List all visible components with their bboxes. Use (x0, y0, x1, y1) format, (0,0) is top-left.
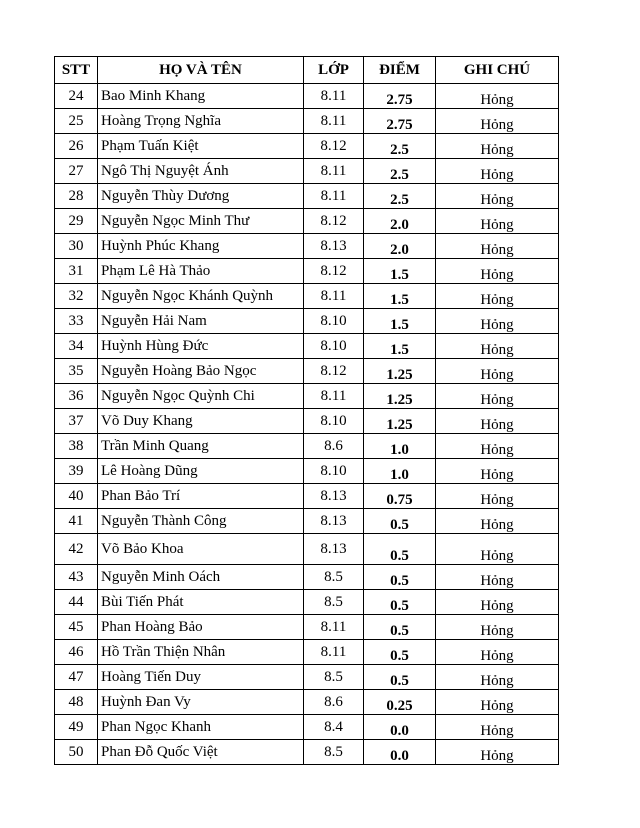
cell-note: Hỏng (436, 134, 559, 159)
table-row (55, 284, 559, 309)
cell-name: Phạm Tuấn Kiệt (98, 134, 304, 159)
cell-score: 1.5 (364, 284, 436, 309)
cell-stt: 25 (55, 109, 98, 134)
cell-score: 2.75 (364, 109, 436, 134)
cell-note: Hỏng (436, 84, 559, 109)
cell-note: Hỏng (436, 484, 559, 509)
cell-score: 1.25 (364, 409, 436, 434)
cell-score: 0.0 (364, 715, 436, 740)
header-stt: STT (55, 57, 98, 84)
cell-stt: 37 (55, 409, 98, 434)
cell-note: Hỏng (436, 184, 559, 209)
cell-class: 8.11 (304, 109, 364, 134)
table-row (55, 534, 559, 565)
cell-score: 2.75 (364, 84, 436, 109)
cell-stt: 36 (55, 384, 98, 409)
cell-name: Phan Bảo Trí (98, 484, 304, 509)
cell-stt: 46 (55, 640, 98, 665)
header-note: GHI CHÚ (436, 57, 559, 84)
cell-name: Bao Minh Khang (98, 84, 304, 109)
cell-score: 0.25 (364, 690, 436, 715)
table-row (55, 359, 559, 384)
cell-class: 8.6 (304, 434, 364, 459)
cell-score: 0.5 (364, 534, 436, 565)
cell-note: Hỏng (436, 359, 559, 384)
cell-stt: 28 (55, 184, 98, 209)
cell-score: 0.0 (364, 740, 436, 765)
cell-class: 8.5 (304, 565, 364, 590)
cell-note: Hỏng (436, 640, 559, 665)
cell-name: Huỳnh Phúc Khang (98, 234, 304, 259)
table-row (55, 640, 559, 665)
table-row (55, 715, 559, 740)
cell-stt: 45 (55, 615, 98, 640)
cell-stt: 42 (55, 534, 98, 565)
cell-stt: 47 (55, 665, 98, 690)
cell-class: 8.12 (304, 359, 364, 384)
cell-name: Nguyễn Minh Oách (98, 565, 304, 590)
cell-class: 8.11 (304, 384, 364, 409)
cell-class: 8.12 (304, 259, 364, 284)
header-score: ĐIỂM (364, 57, 436, 84)
cell-stt: 24 (55, 84, 98, 109)
table-row (55, 84, 559, 109)
cell-class: 8.11 (304, 184, 364, 209)
cell-class: 8.10 (304, 334, 364, 359)
cell-note: Hỏng (436, 209, 559, 234)
cell-name: Nguyễn Hoàng Bảo Ngọc (98, 359, 304, 384)
cell-score: 1.5 (364, 334, 436, 359)
cell-name: Phan Ngọc Khanh (98, 715, 304, 740)
cell-name: Nguyễn Ngọc Khánh Quỳnh (98, 284, 304, 309)
cell-class: 8.13 (304, 509, 364, 534)
cell-class: 8.12 (304, 134, 364, 159)
cell-stt: 34 (55, 334, 98, 359)
cell-stt: 31 (55, 259, 98, 284)
table-row (55, 409, 559, 434)
cell-stt: 29 (55, 209, 98, 234)
table-row (55, 309, 559, 334)
cell-score: 1.5 (364, 259, 436, 284)
cell-class: 8.11 (304, 640, 364, 665)
cell-stt: 43 (55, 565, 98, 590)
cell-name: Huỳnh Đan Vy (98, 690, 304, 715)
cell-note: Hỏng (436, 234, 559, 259)
cell-name: Nguyễn Ngọc Quỳnh Chi (98, 384, 304, 409)
cell-score: 1.25 (364, 359, 436, 384)
cell-name: Nguyễn Hải Nam (98, 309, 304, 334)
cell-note: Hỏng (436, 334, 559, 359)
cell-stt: 48 (55, 690, 98, 715)
cell-note: Hỏng (436, 434, 559, 459)
cell-name: Võ Bảo Khoa (98, 534, 304, 565)
cell-name: Huỳnh Hùng Đức (98, 334, 304, 359)
table-row (55, 209, 559, 234)
cell-name: Phạm Lê Hà Thảo (98, 259, 304, 284)
cell-name: Nguyễn Thành Công (98, 509, 304, 534)
cell-note: Hỏng (436, 284, 559, 309)
cell-stt: 26 (55, 134, 98, 159)
cell-note: Hỏng (436, 615, 559, 640)
table-row (55, 740, 559, 765)
cell-note: Hỏng (436, 690, 559, 715)
cell-note: Hỏng (436, 109, 559, 134)
cell-class: 8.4 (304, 715, 364, 740)
cell-stt: 41 (55, 509, 98, 534)
cell-score: 0.5 (364, 665, 436, 690)
header-name: HỌ VÀ TÊN (98, 57, 304, 84)
cell-stt: 39 (55, 459, 98, 484)
cell-stt: 49 (55, 715, 98, 740)
cell-score: 2.5 (364, 134, 436, 159)
cell-note: Hỏng (436, 740, 559, 765)
cell-note: Hỏng (436, 590, 559, 615)
header-row (55, 57, 559, 84)
table-row (55, 484, 559, 509)
cell-class: 8.5 (304, 740, 364, 765)
grade-table (54, 56, 559, 765)
table-row (55, 259, 559, 284)
cell-score: 1.0 (364, 434, 436, 459)
cell-name: Phan Hoàng Bảo (98, 615, 304, 640)
cell-class: 8.10 (304, 459, 364, 484)
cell-class: 8.13 (304, 484, 364, 509)
table-row (55, 615, 559, 640)
cell-class: 8.10 (304, 309, 364, 334)
cell-stt: 27 (55, 159, 98, 184)
cell-class: 8.10 (304, 409, 364, 434)
cell-note: Hỏng (436, 665, 559, 690)
cell-note: Hỏng (436, 509, 559, 534)
cell-score: 1.5 (364, 309, 436, 334)
table-row (55, 109, 559, 134)
cell-stt: 33 (55, 309, 98, 334)
cell-name: Trần Minh Quang (98, 434, 304, 459)
cell-class: 8.6 (304, 690, 364, 715)
cell-score: 0.5 (364, 509, 436, 534)
cell-name: Bùi Tiến Phát (98, 590, 304, 615)
cell-class: 8.11 (304, 615, 364, 640)
cell-class: 8.11 (304, 284, 364, 309)
cell-stt: 40 (55, 484, 98, 509)
cell-name: Võ Duy Khang (98, 409, 304, 434)
cell-class: 8.11 (304, 159, 364, 184)
cell-score: 0.5 (364, 640, 436, 665)
table-row (55, 690, 559, 715)
cell-score: 0.5 (364, 565, 436, 590)
cell-name: Phan Đỗ Quốc Việt (98, 740, 304, 765)
cell-score: 2.0 (364, 209, 436, 234)
table-row (55, 384, 559, 409)
cell-name: Nguyễn Ngọc Minh Thư (98, 209, 304, 234)
cell-name: Nguyễn Thùy Dương (98, 184, 304, 209)
cell-score: 1.0 (364, 459, 436, 484)
table-row (55, 234, 559, 259)
table-row (55, 334, 559, 359)
table-row (55, 459, 559, 484)
cell-class: 8.11 (304, 84, 364, 109)
cell-note: Hỏng (436, 409, 559, 434)
cell-score: 0.75 (364, 484, 436, 509)
cell-note: Hỏng (436, 459, 559, 484)
cell-stt: 50 (55, 740, 98, 765)
cell-score: 2.5 (364, 184, 436, 209)
cell-score: 2.5 (364, 159, 436, 184)
cell-note: Hỏng (436, 565, 559, 590)
cell-stt: 30 (55, 234, 98, 259)
cell-class: 8.12 (304, 209, 364, 234)
table-row (55, 590, 559, 615)
cell-score: 2.0 (364, 234, 436, 259)
cell-class: 8.5 (304, 665, 364, 690)
cell-stt: 38 (55, 434, 98, 459)
table-row (55, 134, 559, 159)
cell-class: 8.13 (304, 534, 364, 565)
header-class: LỚP (304, 57, 364, 84)
cell-stt: 44 (55, 590, 98, 615)
cell-class: 8.13 (304, 234, 364, 259)
table-row (55, 159, 559, 184)
table-row (55, 434, 559, 459)
cell-note: Hỏng (436, 159, 559, 184)
table-row (55, 665, 559, 690)
cell-note: Hỏng (436, 309, 559, 334)
cell-stt: 35 (55, 359, 98, 384)
cell-name: Lê Hoàng Dũng (98, 459, 304, 484)
cell-name: Hoàng Tiến Duy (98, 665, 304, 690)
cell-name: Hoàng Trọng Nghĩa (98, 109, 304, 134)
cell-name: Ngô Thị Nguyệt Ánh (98, 159, 304, 184)
cell-score: 1.25 (364, 384, 436, 409)
cell-score: 0.5 (364, 615, 436, 640)
cell-note: Hỏng (436, 384, 559, 409)
cell-stt: 32 (55, 284, 98, 309)
table-row (55, 509, 559, 534)
table-row (55, 565, 559, 590)
cell-note: Hỏng (436, 534, 559, 565)
cell-note: Hỏng (436, 715, 559, 740)
table-row (55, 184, 559, 209)
cell-note: Hỏng (436, 259, 559, 284)
cell-name: Hồ Trần Thiện Nhân (98, 640, 304, 665)
cell-score: 0.5 (364, 590, 436, 615)
cell-class: 8.5 (304, 590, 364, 615)
